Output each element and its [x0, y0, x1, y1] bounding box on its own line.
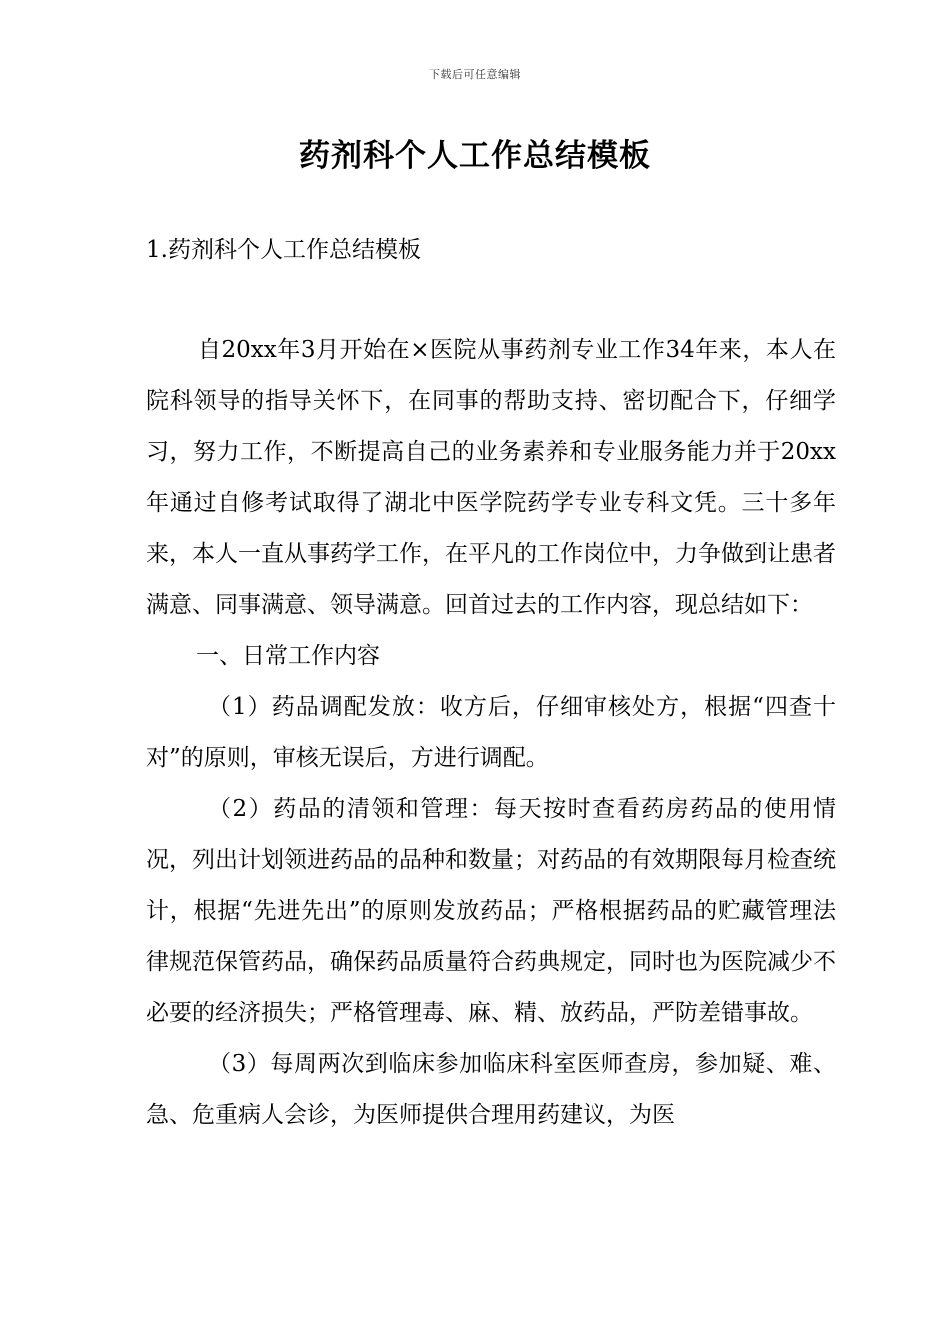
- list-item: （1）药品调配发放：收方后，仔细审核处方，根据“四查十对”的原则，审核无误后，方进行调配。: [146, 694, 836, 771]
- document-body: [146, 325, 836, 1141]
- subheading-daily-work: 一、日常工作内容: [196, 643, 380, 669]
- list-item: （3）每周两次到临床参加临床科室医师查房，参加疑、难、急、危重病人会诊，为医师提供合理用药建议，为医: [146, 1051, 836, 1128]
- page-header-note: 下载后可任意编辑: [429, 68, 521, 81]
- document-title: 药剂科个人工作总结模板: [299, 138, 651, 174]
- intro-paragraph: 自20xx年3月开始在×医院从事药剂专业工作34年来，本人在院科领导的指导关怀下，在同事的帮助支持、密切配合下，仔细学习，努力工作，不断提高自己的业务素养和专业服务能力并于20xx年通过自修考试取得了湖北中医学院药学专业专科文凭。三十多年来，本人一直从事药学工作，在平凡的工作岗位中，力争做到让患者满意、同事满意、领导满意。回首过去的工作内容，现总结如下：: [146, 337, 836, 618]
- section-heading: 1.药剂科个人工作总结模板: [146, 237, 421, 263]
- list-item: （2）药品的清领和管理：每天按时查看药房药品的使用情况，列出计划领进药品的品种和数量；对药品的有效期限每月检查统计，根据“先进先出”的原则发放药品；严格根据药品的贮藏管理法律规范保管药品，确保药品质量符合药典规定，同时也为医院减少不必要的经济损失；严格管理毒、麻、精、放药品，严防差错事故。: [146, 796, 836, 1026]
